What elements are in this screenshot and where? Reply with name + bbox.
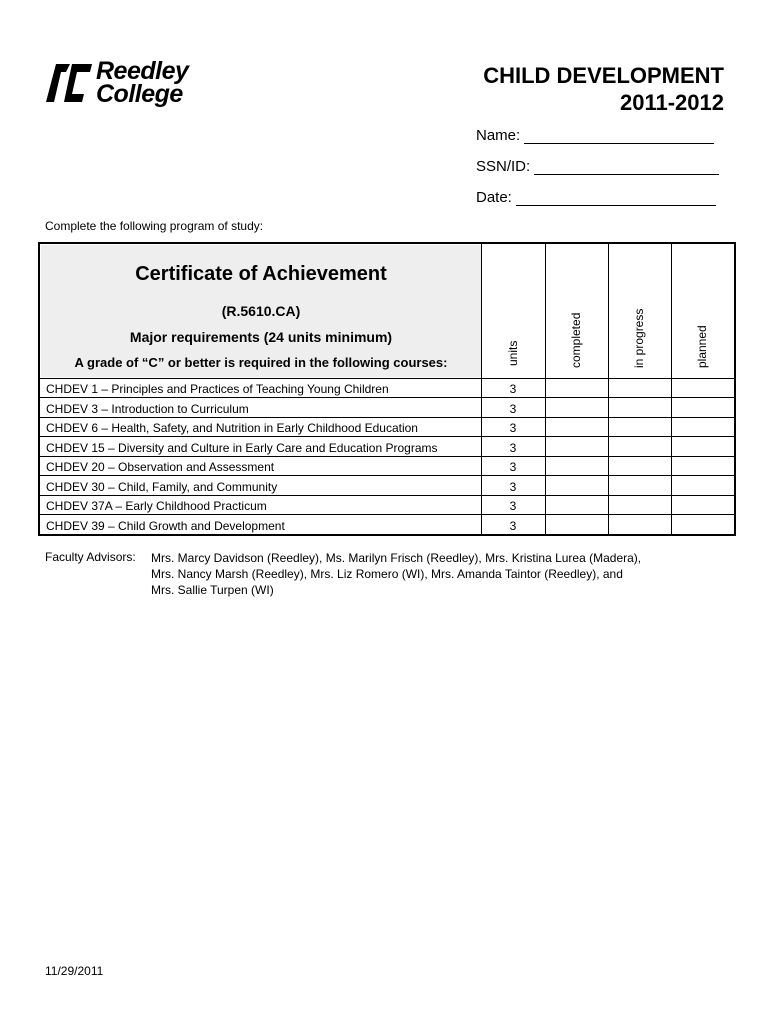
ssn-field xyxy=(476,158,719,175)
in-progress-column-header: in progress xyxy=(632,308,646,368)
advisors-line: Mrs. Nancy Marsh (Reedley), Mrs. Liz Romero (WI), Mrs. Amanda Taintor (Reedley), and xyxy=(151,567,623,581)
date-label: Date: xyxy=(476,189,512,206)
certificate-header xyxy=(41,245,481,377)
name-field xyxy=(476,127,714,144)
in-progress-checkbox[interactable] xyxy=(610,399,670,417)
name-label: Name: xyxy=(476,127,521,144)
date-field xyxy=(476,189,716,206)
advisors-line: Mrs. Marcy Davidson (Reedley), Ms. Marilyn Frisch (Reedley), Mrs. Kristina Lurea (Madera), xyxy=(151,551,642,565)
in-progress-checkbox[interactable] xyxy=(610,477,670,495)
completed-checkbox[interactable] xyxy=(547,438,607,456)
course-name: CHDEV 20 – Observation and Assessment xyxy=(46,460,275,474)
course-units: 3 xyxy=(509,421,517,435)
program-table xyxy=(38,242,736,536)
completed-checkbox[interactable] xyxy=(547,477,607,495)
completed-checkbox[interactable] xyxy=(547,516,607,534)
document-title xyxy=(483,62,724,116)
units-column-header: units xyxy=(506,340,520,366)
course-name: CHDEV 37A – Early Childhood Practicum xyxy=(46,499,267,513)
course-units: 3 xyxy=(509,402,517,416)
row-divider xyxy=(40,397,734,398)
faculty-advisors-list xyxy=(151,550,691,598)
certificate-code: (R.5610.CA) xyxy=(221,303,301,319)
completed-checkbox[interactable] xyxy=(547,419,607,437)
planned-checkbox[interactable] xyxy=(673,497,733,515)
course-name: CHDEV 1 – Principles and Practices of Teaching Young Children xyxy=(46,382,389,396)
planned-column-header: planned xyxy=(695,325,709,368)
column-divider xyxy=(608,244,609,534)
rc-emblem-icon xyxy=(44,60,94,106)
logo-text-college: College xyxy=(96,80,183,108)
row-divider xyxy=(40,514,734,515)
footer-date: 11/29/2011 xyxy=(45,964,104,978)
program-title: CHILD DEVELOPMENT xyxy=(483,63,724,88)
in-progress-checkbox[interactable] xyxy=(610,419,670,437)
in-progress-checkbox[interactable] xyxy=(610,458,670,476)
row-divider xyxy=(40,456,734,457)
completed-checkbox[interactable] xyxy=(547,380,607,398)
planned-checkbox[interactable] xyxy=(673,380,733,398)
planned-checkbox[interactable] xyxy=(673,516,733,534)
planned-checkbox[interactable] xyxy=(673,399,733,417)
planned-checkbox[interactable] xyxy=(673,419,733,437)
ssn-input-line[interactable] xyxy=(534,160,719,175)
faculty-advisors-label: Faculty Advisors: xyxy=(45,550,136,564)
completed-checkbox[interactable] xyxy=(547,399,607,417)
in-progress-checkbox[interactable] xyxy=(610,380,670,398)
in-progress-checkbox[interactable] xyxy=(610,438,670,456)
instructions: Complete the following program of study: xyxy=(45,219,264,233)
completed-column-header: completed xyxy=(569,312,583,368)
course-name: CHDEV 15 – Diversity and Culture in Early Care and Education Programs xyxy=(46,441,438,455)
course-name: CHDEV 39 – Child Growth and Development xyxy=(46,519,285,533)
course-units: 3 xyxy=(509,499,517,513)
completed-checkbox[interactable] xyxy=(547,497,607,515)
completed-checkbox[interactable] xyxy=(547,458,607,476)
date-input-line[interactable] xyxy=(516,191,716,206)
course-units: 3 xyxy=(509,441,517,455)
name-input-line[interactable] xyxy=(524,129,714,144)
major-requirements: Major requirements (24 units minimum) xyxy=(129,329,393,345)
planned-checkbox[interactable] xyxy=(673,477,733,495)
course-name: CHDEV 6 – Health, Safety, and Nutrition in Early Childhood Education xyxy=(46,421,418,435)
planned-checkbox[interactable] xyxy=(673,438,733,456)
course-name: CHDEV 30 – Child, Family, and Community xyxy=(46,480,278,494)
course-units: 3 xyxy=(509,480,517,494)
course-units: 3 xyxy=(509,460,517,474)
planned-checkbox[interactable] xyxy=(673,458,733,476)
academic-year: 2011-2012 xyxy=(620,90,724,115)
logo-text-reedley: Reedley xyxy=(96,57,189,85)
ssn-label: SSN/ID: xyxy=(476,158,531,175)
row-divider xyxy=(40,436,734,437)
advisors-line: Mrs. Sallie Turpen (WI) xyxy=(151,583,274,597)
row-divider xyxy=(40,475,734,476)
column-divider xyxy=(545,244,546,534)
column-divider xyxy=(671,244,672,534)
reedley-college-logo xyxy=(44,58,234,108)
row-divider xyxy=(40,495,734,496)
in-progress-checkbox[interactable] xyxy=(610,497,670,515)
course-name: CHDEV 3 – Introduction to Curriculum xyxy=(46,402,249,416)
course-units: 3 xyxy=(509,382,517,396)
row-divider xyxy=(40,417,734,418)
in-progress-checkbox[interactable] xyxy=(610,516,670,534)
grade-requirement-note: A grade of “C” or better is required in the following courses: xyxy=(74,355,448,370)
header-divider xyxy=(40,378,734,379)
course-units: 3 xyxy=(509,519,517,533)
certificate-title: Certificate of Achievement xyxy=(135,263,387,285)
